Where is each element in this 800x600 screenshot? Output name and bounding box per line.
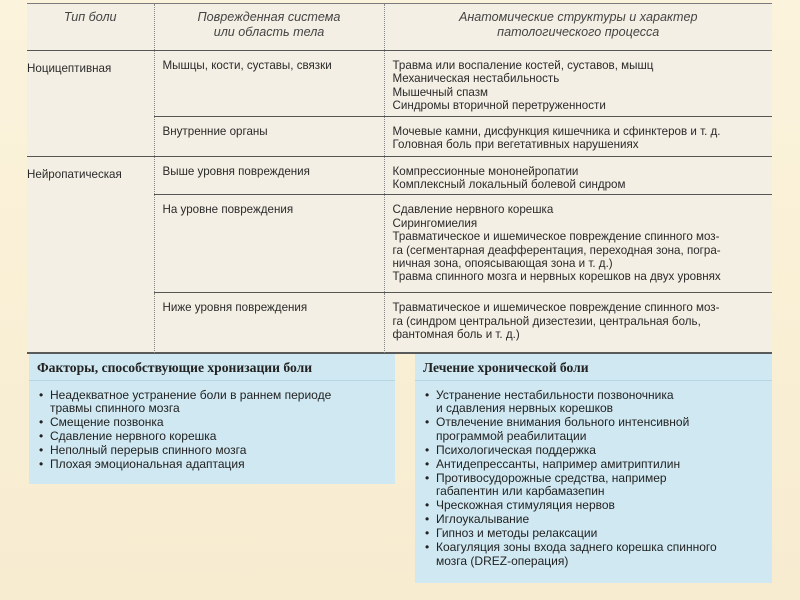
list-item: • Смещение позвонка	[37, 416, 387, 429]
list-item: • Чрескожная стимуляция нервов	[423, 499, 764, 512]
list-item: • Плохая эмоциональная адаптация	[37, 458, 387, 471]
list-item: • Неадекватное устранение боли в раннем периоде травмы спинного мозга	[37, 389, 387, 416]
table-row	[27, 116, 772, 156]
pain-type-cell	[27, 116, 154, 156]
list-item: • Неполный перерыв спинного мозга	[37, 444, 387, 457]
treatment-list	[415, 389, 772, 568]
pain-type-cell: Ноцицептивная	[27, 62, 112, 75]
area-cell: Выше уровня повреждения	[154, 156, 384, 195]
details-cell: Мочевые камни, дисфункция кишечника и сфинктеров и т. д. Головная боль при вегетативных нарушениях	[384, 116, 772, 156]
table-row	[27, 51, 772, 117]
chronic-pain-factors-box	[29, 354, 395, 484]
area-cell: Мышцы, кости, суставы, связки	[154, 51, 384, 117]
area-cell: Ниже уровня повреждения	[154, 293, 384, 355]
header-anatomical-structures: Анатомические структуры и характер патологического процесса	[384, 4, 772, 51]
area-cell: Внутренние органы	[154, 116, 384, 156]
details-cell: Компрессионные мононейропатии Комплексный локальный болевой синдром	[384, 156, 772, 195]
table-header-row	[27, 4, 772, 51]
header-affected-system: Поврежденная система или область тела	[154, 4, 384, 51]
table-row	[27, 195, 772, 293]
table-row	[27, 156, 772, 195]
list-item: • Гипноз и методы релаксации	[423, 527, 764, 540]
list-item: • Антидепрессанты, например амитриптилин	[423, 458, 764, 471]
pain-type-cell	[27, 195, 154, 293]
details-cell: Травма или воспаление костей, суставов, мышц Механическая нестабильность Мышечный спазм Синдромы вторичной перетруженности	[384, 51, 772, 117]
pain-type-cell	[27, 293, 154, 355]
pain-table	[27, 4, 772, 355]
list-item: • Сдавление нервного корешка	[37, 430, 387, 443]
list-item: • Устранение нестабильности позвоночника и сдавления нервных корешков	[423, 389, 764, 416]
list-item: • Психологическая поддержка	[423, 444, 764, 457]
pain-type-cell: Нейропатическая	[27, 156, 154, 195]
pain-types-table	[27, 3, 772, 354]
table-row	[27, 293, 772, 355]
treatment-title: Лечение хронической боли	[415, 354, 772, 381]
area-cell: На уровне повреждения	[154, 195, 384, 293]
list-item: • Иглоукалывание	[423, 513, 764, 526]
factors-title: Факторы, способствующие хронизации боли	[29, 354, 395, 381]
details-cell: Сдавление нервного корешка Сирингомиелия Травматическое и ишемическое повреждение спинного моз- га (сегментарная деафферентация, переходная зона, погра- ничная зона, опоясывающая зона и т. д.) Травма спинного мозга и нервных корешков на двух уровнях	[384, 195, 772, 293]
details-cell: Травматическое и ишемическое повреждение спинного моз- га (синдром центральной дизестезии, центральная боль, фантомная боль и т. д.)	[384, 293, 772, 355]
list-item: • Противосудорожные средства, например габапентин или карбамазепин	[423, 472, 764, 499]
list-item: • Коагуляция зоны входа заднего корешка спинного мозга (DREZ-операция)	[423, 541, 764, 568]
factors-list	[29, 389, 395, 472]
chronic-pain-treatment-box	[415, 354, 772, 583]
header-pain-type: Тип боли	[27, 4, 154, 51]
list-item: • Отвлечение внимания больного интенсивной программой реабилитации	[423, 416, 764, 443]
